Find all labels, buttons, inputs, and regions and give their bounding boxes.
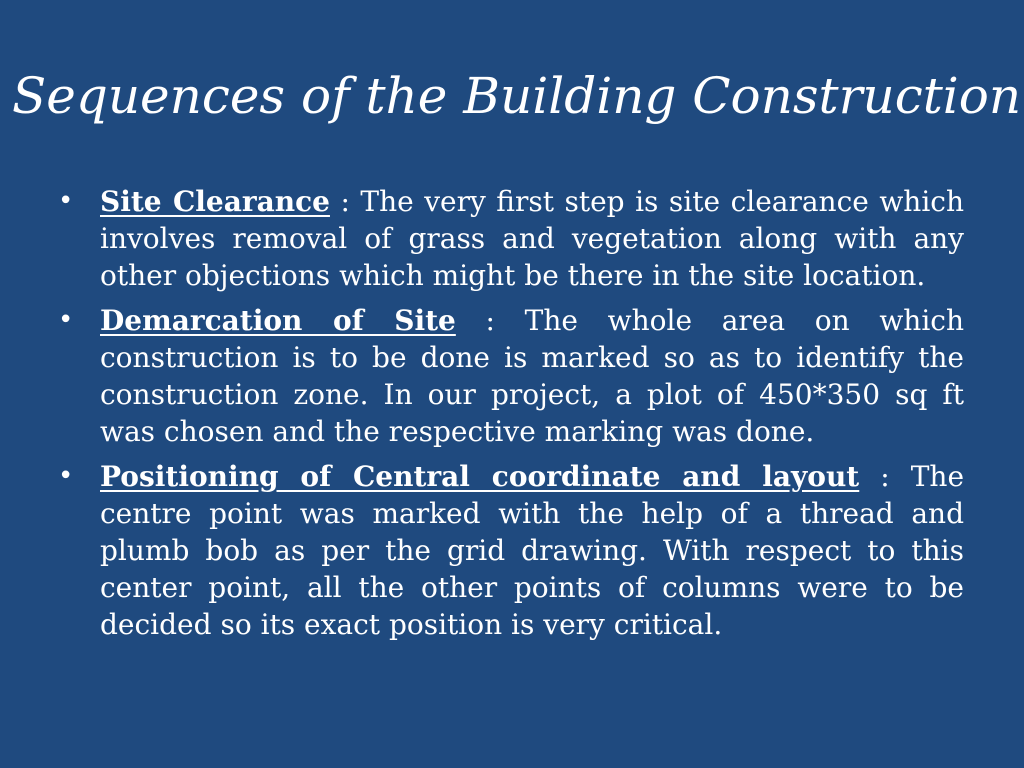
bullet-separator: : xyxy=(455,304,525,337)
bullet-separator: : xyxy=(859,460,911,493)
bullet-icon: • xyxy=(58,305,74,335)
bullet-icon: • xyxy=(58,186,74,216)
bullet-text: The centre point was marked with the help of a thread and plumb bob as per the grid drawing. With respect to this center point, all the other points of columns were to be decided so its exact position is very critical. xyxy=(100,460,965,641)
bullet-separator: : xyxy=(329,185,361,218)
bullet-list xyxy=(58,183,964,651)
bullet-text: The very first step is site clearance which involves removal of grass and vegetation along with any other objections which might be there in the site location. xyxy=(100,185,965,292)
bullet-icon: • xyxy=(58,461,74,491)
bullet-text: The whole area on which construction is to be done is marked so as to identify the construction zone. In our project, a plot of 450*350 sq ft was chosen and the respective marking was done. xyxy=(100,304,965,448)
bullet-term: Site Clearance xyxy=(100,185,330,218)
bullet-item-positioning-central-coordinate xyxy=(58,458,964,643)
bullet-term: Positioning of Central coordinate and layout xyxy=(100,460,860,493)
bullet-item-demarcation-of-site xyxy=(58,302,964,450)
bullet-item-site-clearance xyxy=(58,183,964,294)
bullet-term: Demarcation of Site xyxy=(100,304,456,337)
slide-title: Sequences of the Building Construction xyxy=(12,67,1022,125)
